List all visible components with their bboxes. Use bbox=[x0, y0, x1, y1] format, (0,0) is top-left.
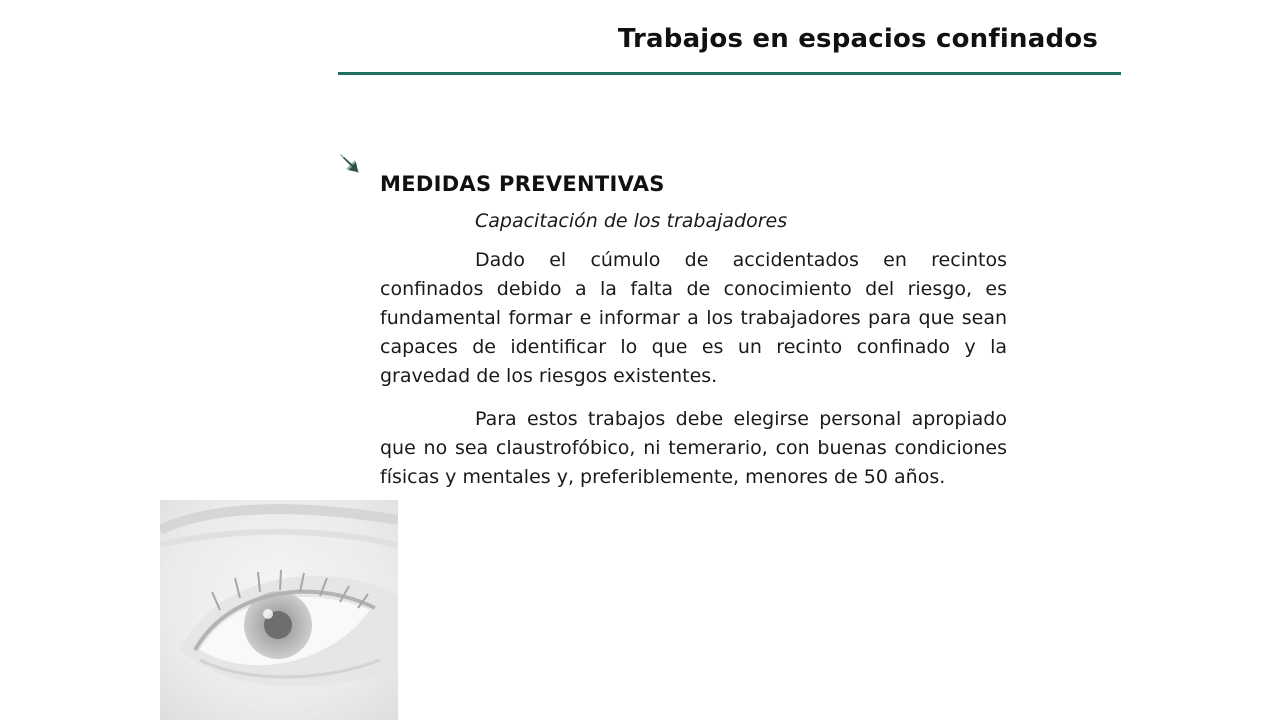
eye-photo-graphic bbox=[160, 500, 398, 720]
bullet-arrow-icon bbox=[338, 152, 362, 176]
subheading: Capacitación de los trabajadores bbox=[475, 210, 788, 232]
paragraph-personnel: Para estos trabajos debe elegirse personal apropiado que no sea claustrofóbico, ni temerario, con buenas condiciones físicas y mentales y, preferiblemente, menores de 50 años. bbox=[380, 408, 1007, 488]
eye-photo bbox=[160, 500, 398, 720]
content-block bbox=[380, 172, 1007, 506]
slide-title: Trabajos en espacios confinados bbox=[617, 24, 1098, 54]
arrow-down-right-icon bbox=[338, 152, 362, 176]
title-divider bbox=[338, 72, 1121, 75]
paragraph-training: Dado el cúmulo de accidentados en recintos confinados debido a la falta de conocimiento del riesgo, es fundamental formar e informar a los trabajadores para que sean capaces de identificar lo que es un recinto confinado y la gravedad de los riesgos existentes. bbox=[380, 249, 1007, 387]
section-heading: MEDIDAS PREVENTIVAS bbox=[380, 172, 665, 196]
